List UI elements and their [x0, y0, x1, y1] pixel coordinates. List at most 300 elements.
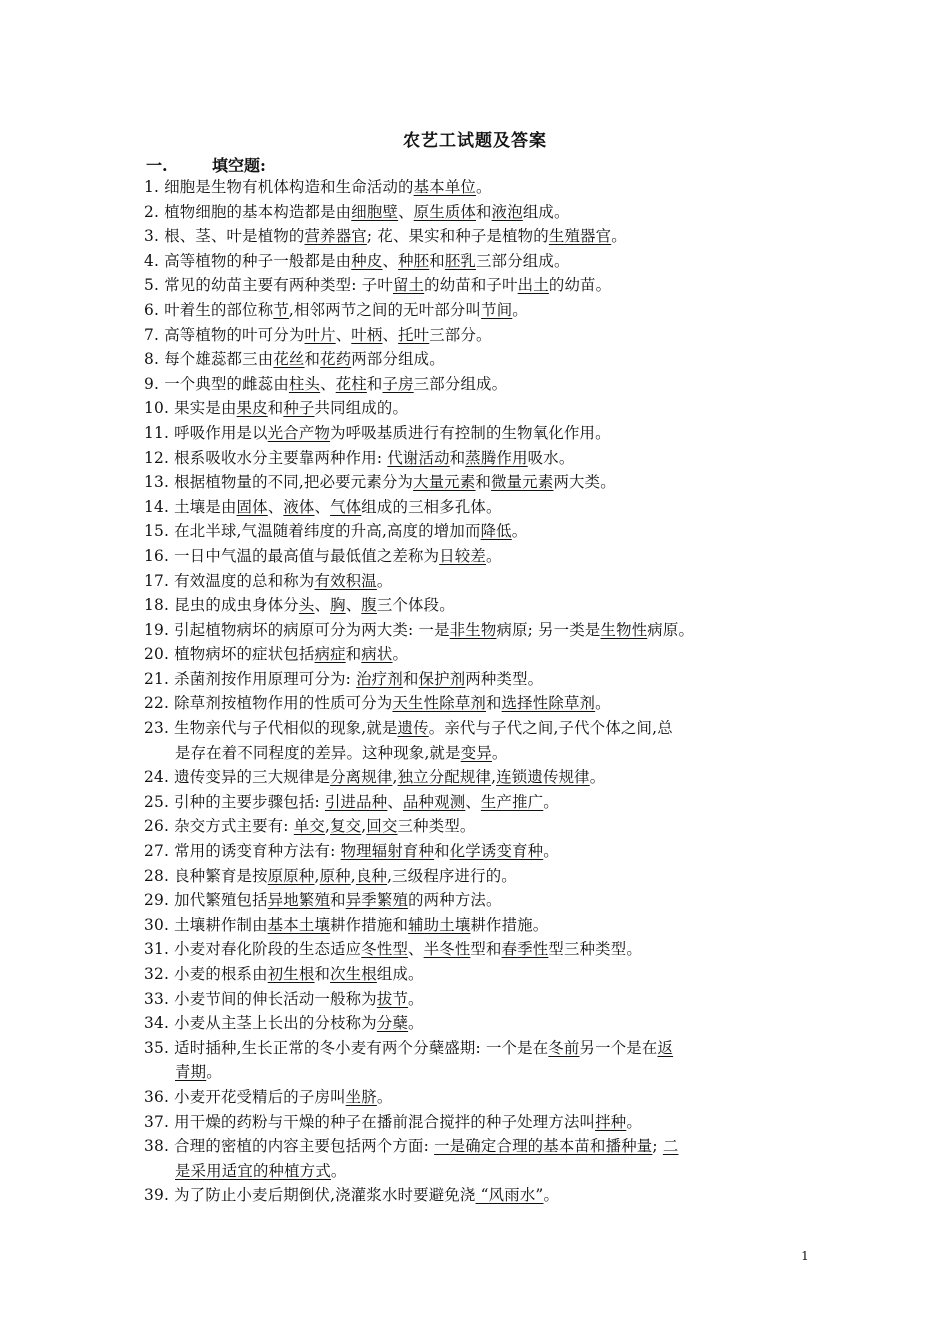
answer-text: 种子 [283, 399, 315, 418]
question-item [144, 470, 812, 495]
question-number: 2. [144, 202, 160, 221]
answer-text: 子房 [382, 374, 414, 393]
question-item [144, 569, 812, 594]
answer-text: “风雨水” [475, 1186, 544, 1205]
answer-text: 液泡 [491, 202, 523, 221]
answer-text: 代谢活动 [387, 448, 450, 467]
question-number: 31. [144, 940, 170, 959]
question-item [144, 519, 812, 544]
question-item [144, 1110, 812, 1135]
question-text: 另一个是在 [579, 1038, 658, 1057]
question-text: 。 [476, 178, 492, 196]
question-text: , [491, 768, 497, 787]
question-text: 为了防止小麦后期倒伏,浇灌浆水时要避免浇 [174, 1186, 476, 1205]
answer-text: 异地繁殖 [267, 891, 331, 910]
answer-text: 天生性除草剂 [392, 694, 486, 713]
answer-text: 独立分配规律 [397, 768, 492, 787]
question-text: 常见的幼苗主要有两种类型: 子叶 [164, 276, 393, 295]
answer-text: 柱头 [288, 374, 321, 393]
question-item [144, 888, 812, 913]
question-line [144, 1060, 812, 1085]
question-text: 和 [314, 965, 331, 983]
question-text: 和 [429, 251, 445, 270]
question-text: 。 [611, 227, 627, 246]
answer-text: 原生质体 [413, 202, 477, 221]
question-number: 28. [144, 866, 170, 885]
question-number: 18. [144, 596, 170, 615]
question-item [144, 347, 812, 372]
answer-text: 胸 [330, 596, 346, 615]
question-text: 、 [382, 325, 399, 344]
answer-text: 细胞壁 [351, 202, 399, 221]
page-number: 1 [801, 1249, 809, 1263]
question-text: ,相邻两节之间的无叶部分叫 [288, 300, 482, 319]
question-text: 根据植物量的不同,把必要元素分为 [174, 473, 414, 492]
question-text: 、 [387, 792, 403, 811]
question-text: 、 [314, 596, 331, 615]
question-text: 。 [543, 842, 559, 861]
question-line [174, 522, 527, 540]
question-line [174, 1014, 423, 1032]
answer-text: 有效积温 [314, 571, 377, 590]
question-text: 土壤耕作制由 [174, 915, 268, 934]
question-text: 和 [304, 350, 321, 369]
question-item [144, 790, 812, 815]
question-text: 的幼苗和子叶 [424, 276, 518, 295]
answer-text: 基本土壤 [267, 915, 331, 934]
question-item [144, 765, 812, 790]
question-number: 35. [144, 1038, 170, 1057]
question-line [174, 940, 642, 958]
question-line [174, 645, 408, 663]
question-item [144, 593, 812, 618]
question-number: 21. [144, 669, 170, 688]
question-text: 和 [486, 694, 502, 713]
question-text: 为呼吸基质进行有控制的生物氧化作用。 [330, 423, 611, 442]
answer-text: 留土 [392, 276, 425, 295]
question-text: 适时插种,生长正常的冬小麦有两个分蘖盛期: 一个是在 [174, 1038, 549, 1057]
question-text: 。 [595, 694, 611, 713]
question-text: 一个典型的雌蕊由 [164, 374, 289, 393]
question-item [144, 273, 812, 298]
answer-text: 大量元素 [413, 473, 476, 492]
question-number: 7. [144, 325, 160, 344]
answer-text: 节间 [481, 300, 513, 319]
answer-text: 半冬性 [423, 940, 471, 959]
question-text: 用干燥的药粉与干燥的种子在播前混合搅拌的种子处理方法叫 [174, 1112, 596, 1131]
question-line [164, 375, 507, 393]
question-item [144, 987, 812, 1012]
question-text: , [314, 866, 320, 885]
answer-text: 生殖器官 [548, 227, 612, 246]
question-text: 昆虫的成虫身体分 [174, 596, 299, 615]
question-line [174, 399, 408, 417]
section-number: 一. [146, 156, 168, 175]
question-text: 高等植物的叶可分为 [164, 325, 305, 344]
question-line [174, 498, 501, 516]
question-number: 25. [144, 792, 170, 811]
question-text: 生物亲代与子代相似的现象,就是 [174, 719, 398, 738]
question-text: 的幼苗。 [548, 276, 612, 295]
question-text: 杀菌剂按作用原理可分为: [174, 669, 357, 688]
question-line [144, 1159, 812, 1184]
answer-text: 一是确定合理的基本苗和播种量 [434, 1137, 653, 1156]
answer-text: 初生根 [267, 965, 315, 983]
question-number: 3. [144, 227, 160, 246]
question-item [144, 396, 812, 421]
question-text: 。 [486, 546, 502, 565]
question-line [174, 694, 611, 712]
answer-text: 固体 [236, 497, 268, 516]
question-text: 细胞是生物有机体构造和生命活动的 [164, 178, 414, 196]
question-number: 12. [144, 448, 170, 467]
answer-text: 引进品种 [324, 792, 388, 811]
answer-text: 辅助土壤 [408, 915, 471, 934]
question-text: 共同组成的。 [314, 399, 409, 418]
question-line [174, 842, 559, 860]
question-list [144, 175, 812, 1208]
question-line [174, 719, 673, 737]
question-number: 22. [144, 694, 170, 713]
answer-text: 品种观测 [402, 792, 466, 811]
question-text: 三部分组成。 [476, 251, 570, 270]
question-text: 三种类型。 [397, 817, 476, 836]
question-text: 。 [589, 768, 606, 787]
question-number: 29. [144, 891, 170, 910]
answer-text: 春季性 [501, 940, 549, 959]
question-item [144, 298, 812, 323]
question-line [174, 916, 548, 934]
question-item [144, 716, 812, 765]
question-number: 36. [144, 1087, 170, 1106]
question-line [174, 449, 574, 467]
question-number: 26. [144, 817, 170, 836]
answer-text: 是采用适宜的种植方式 [175, 1161, 331, 1180]
question-text: 、 [320, 374, 336, 393]
question-item [144, 446, 812, 471]
question-text: 和 [402, 669, 419, 688]
question-number: 9. [144, 374, 160, 393]
question-line [174, 793, 559, 811]
answer-text: 回交 [366, 817, 398, 836]
question-text: 根、茎、叶是植物的 [164, 227, 305, 246]
question-text: 每个雄蕊都三由 [164, 350, 274, 369]
answer-text: 单交 [293, 817, 325, 836]
question-text: 、 [465, 792, 481, 811]
question-line [164, 276, 611, 294]
question-text: 除草剂按植物作用的性质可分为 [174, 694, 393, 713]
question-item [144, 691, 812, 716]
question-text: 组成的三相多孔体。 [361, 497, 502, 516]
answer-text: 二 [662, 1137, 679, 1156]
question-text: 小麦的根系由 [174, 965, 268, 983]
question-text: 。亲代与子代之间,子代个体之间,总 [428, 719, 673, 738]
question-number: 17. [144, 571, 170, 590]
question-number: 23. [144, 719, 170, 738]
question-text: 。 [392, 645, 409, 664]
question-text: 有效温度的总和称为 [174, 571, 315, 590]
question-text: 小麦开花受精后的子房叫 [174, 1087, 346, 1106]
question-text: 。 [626, 1112, 642, 1131]
answer-text: 微量元素 [491, 473, 554, 492]
question-text: 、 [382, 251, 399, 270]
question-text: 。 [408, 989, 424, 1008]
answer-text: 日较差 [439, 546, 486, 565]
section-label: 填空题: [212, 156, 266, 175]
answer-text: 降低 [480, 522, 512, 541]
question-text: 常用的诱变育种方法有: [174, 842, 341, 861]
answer-text: 叶柄 [351, 325, 383, 344]
question-text: , [361, 817, 367, 836]
question-text: 和 [476, 202, 492, 221]
question-text: 型和 [470, 940, 502, 959]
question-item [144, 814, 812, 839]
question-text: 引起植物病坏的病原可分为两大类: 一是 [174, 620, 450, 639]
question-number: 13. [144, 473, 170, 492]
question-text: 果实是由 [174, 399, 237, 418]
question-text: , [392, 768, 398, 787]
question-item [144, 864, 812, 889]
question-text: 是存在着不同程度的差异。这种现象,就是 [175, 743, 461, 762]
answer-text: 种胚 [398, 251, 430, 270]
answer-text: 液体 [283, 497, 315, 516]
question-line [174, 990, 423, 1008]
question-line [164, 326, 491, 344]
question-text: 根系吸收水分主要靠两种作用: [174, 448, 388, 467]
question-item [144, 1085, 812, 1110]
answer-text: 物理辐射育种 [340, 842, 435, 861]
answer-text: 选择性除草剂 [501, 694, 596, 713]
question-text: 组成。 [376, 965, 424, 983]
question-item [144, 372, 812, 397]
answer-text: 原原种 [267, 866, 315, 885]
question-text: 小麦从主茎上长出的分枝称为 [174, 1014, 377, 1033]
question-number: 27. [144, 842, 170, 861]
question-text: 、 [314, 497, 331, 516]
answer-text: 气体 [330, 497, 362, 516]
question-text: ,三级程序进行的。 [387, 866, 517, 885]
question-line [164, 252, 569, 270]
question-line [164, 227, 627, 245]
answer-text: 坐脐 [345, 1087, 377, 1106]
question-number: 34. [144, 1014, 170, 1033]
question-number: 32. [144, 965, 170, 983]
question-number: 30. [144, 915, 170, 934]
question-text: 叶着生的部位称 [164, 300, 274, 319]
answer-text: 返 [657, 1038, 674, 1057]
answer-text: 冬性型 [361, 940, 409, 959]
question-number: 14. [144, 497, 170, 516]
question-line [174, 547, 501, 565]
question-text: 病原; 另一类是 [496, 620, 601, 639]
answer-text: 光合产物 [267, 423, 331, 442]
question-text: 。 [543, 792, 559, 811]
question-text: ; [652, 1137, 663, 1156]
question-text: 土壤是由 [174, 497, 237, 516]
question-item [144, 913, 812, 938]
question-text: 三个体段。 [376, 596, 455, 615]
question-text: 植物病坏的症状包括 [174, 645, 315, 664]
question-number: 6. [144, 300, 160, 319]
question-line [164, 301, 528, 319]
question-text: 和 [434, 842, 450, 861]
question-text: 。 [511, 522, 528, 541]
question-text: 病原。 [647, 620, 695, 639]
question-number: 19. [144, 620, 170, 639]
question-number: 16. [144, 546, 170, 565]
question-text: 呼吸作用是以 [174, 423, 268, 442]
answer-text: 花柱 [335, 374, 367, 393]
question-item [144, 495, 812, 520]
question-number: 24. [144, 768, 170, 787]
question-item [144, 323, 812, 348]
question-line [174, 621, 694, 639]
answer-text: 腹 [361, 596, 377, 615]
question-item [144, 1183, 812, 1208]
answer-text: 种皮 [351, 251, 383, 270]
question-number: 15. [144, 522, 170, 541]
answer-text: 蒸腾作用 [465, 448, 528, 467]
question-number: 1. [144, 178, 160, 196]
question-text: 两种类型。 [465, 669, 544, 688]
question-text: 。 [376, 571, 393, 590]
question-text: 合理的密植的内容主要包括两个方面: [174, 1137, 435, 1156]
question-text: 型三种类型。 [548, 940, 642, 959]
answer-text: 病状 [361, 645, 393, 664]
question-number: 39. [144, 1186, 170, 1205]
question-text: 加代繁殖包括 [174, 891, 268, 910]
answer-text: 叶片 [304, 325, 336, 344]
question-item [144, 962, 812, 987]
question-text: ; 花、果实和种子是植物的 [366, 227, 549, 246]
question-text: 小麦节间的伸长活动一般称为 [174, 989, 377, 1008]
answer-text: 营养器官 [304, 227, 367, 246]
answer-text: 保护剂 [418, 669, 466, 688]
question-text: 。 [408, 1014, 424, 1033]
answer-text: 化学诱变育种 [449, 842, 544, 861]
question-line [174, 473, 616, 491]
question-text: 组成。 [522, 202, 570, 221]
answer-text: 青期 [175, 1063, 207, 1082]
question-text: 小麦对春化阶段的生态适应 [174, 940, 362, 959]
question-item [144, 421, 812, 446]
answer-text: 生物性 [600, 620, 648, 639]
question-text: 、 [267, 497, 284, 516]
question-text: 一日中气温的最高值与最低值之差称为 [174, 546, 440, 565]
question-item [144, 249, 812, 274]
question-item [144, 1011, 812, 1036]
question-text: 在北半球,气温随着纬度的升高,高度的增加而 [174, 522, 481, 541]
answer-text: 变异 [460, 743, 492, 762]
question-item [144, 200, 812, 225]
page-title: 农艺工试题及答案 [403, 131, 547, 151]
question-text: 和 [345, 645, 362, 664]
answer-text: 拔节 [376, 989, 409, 1008]
question-item [144, 544, 812, 569]
question-line [144, 741, 812, 766]
question-text: 的两种方法。 [408, 891, 502, 910]
question-text: 。 [512, 300, 528, 319]
answer-text: 头 [298, 596, 315, 615]
answer-text: 出土 [517, 276, 549, 295]
question-text: 遗传变异的三大规律是 [174, 768, 331, 787]
answer-text: 拌种 [595, 1112, 627, 1131]
question-text: 。 [491, 743, 508, 762]
question-line [174, 1088, 392, 1106]
answer-text: 连锁遗传规律 [496, 768, 590, 787]
question-item [144, 1036, 812, 1085]
answer-text: 分离规律 [330, 768, 393, 787]
question-text: 高等植物的种子一般都是由 [164, 251, 352, 270]
question-line [174, 891, 501, 909]
question-line [174, 1186, 559, 1204]
question-number: 11. [144, 423, 170, 442]
question-text: 耕作措施和 [330, 915, 409, 934]
question-text: 三部分。 [429, 325, 492, 344]
question-text: 两部分组成。 [351, 350, 445, 369]
question-item [144, 618, 812, 643]
question-text: 。 [330, 1161, 347, 1180]
question-line [164, 203, 569, 221]
answer-text: 花丝 [273, 350, 305, 369]
question-text: 和 [267, 399, 284, 418]
answer-text: 良种 [355, 866, 388, 885]
question-line [174, 1137, 678, 1155]
answer-text: 治疗剂 [356, 669, 403, 688]
answer-text: 托叶 [398, 325, 430, 344]
question-text: , [324, 817, 331, 836]
question-line [174, 572, 392, 590]
question-text: 、 [398, 202, 414, 221]
question-text: 植物细胞的基本构造都是由 [164, 202, 352, 221]
question-item [144, 224, 812, 249]
question-item [144, 1134, 812, 1183]
question-number: 8. [144, 350, 160, 369]
answer-text: 原种 [319, 866, 351, 885]
answer-text: 生产推广 [480, 792, 544, 811]
question-text: 和 [475, 473, 492, 492]
answer-text: 次生根 [330, 965, 377, 983]
question-number: 4. [144, 251, 160, 270]
question-number: 5. [144, 276, 160, 295]
question-text: 。 [543, 1186, 560, 1205]
answer-text: 分蘖 [376, 1014, 409, 1033]
question-line [174, 1039, 673, 1057]
answer-text: 复交 [330, 817, 362, 836]
question-text: 。 [376, 1087, 393, 1106]
question-line [174, 1113, 642, 1131]
question-text: 杂交方式主要有: [174, 817, 294, 836]
answer-text: 节 [273, 300, 289, 319]
question-number: 33. [144, 989, 170, 1008]
answer-text: 非生物 [449, 620, 497, 639]
question-text: 良种繁育是按 [174, 866, 268, 885]
question-text: 吸水。 [527, 448, 575, 467]
question-line [164, 178, 491, 196]
question-line [174, 596, 455, 614]
question-item [144, 175, 812, 200]
question-line [174, 670, 543, 688]
answer-text: 病症 [314, 645, 346, 664]
question-item [144, 937, 812, 962]
question-text: 三部分组成。 [413, 374, 508, 393]
answer-text: 异季繁殖 [345, 891, 409, 910]
question-number: 20. [144, 645, 170, 664]
question-text: 耕作措施。 [470, 915, 549, 934]
question-text: 引种的主要步骤包括: [174, 792, 325, 811]
answer-text: 胚乳 [444, 251, 477, 270]
answer-text: 冬前 [548, 1038, 580, 1057]
